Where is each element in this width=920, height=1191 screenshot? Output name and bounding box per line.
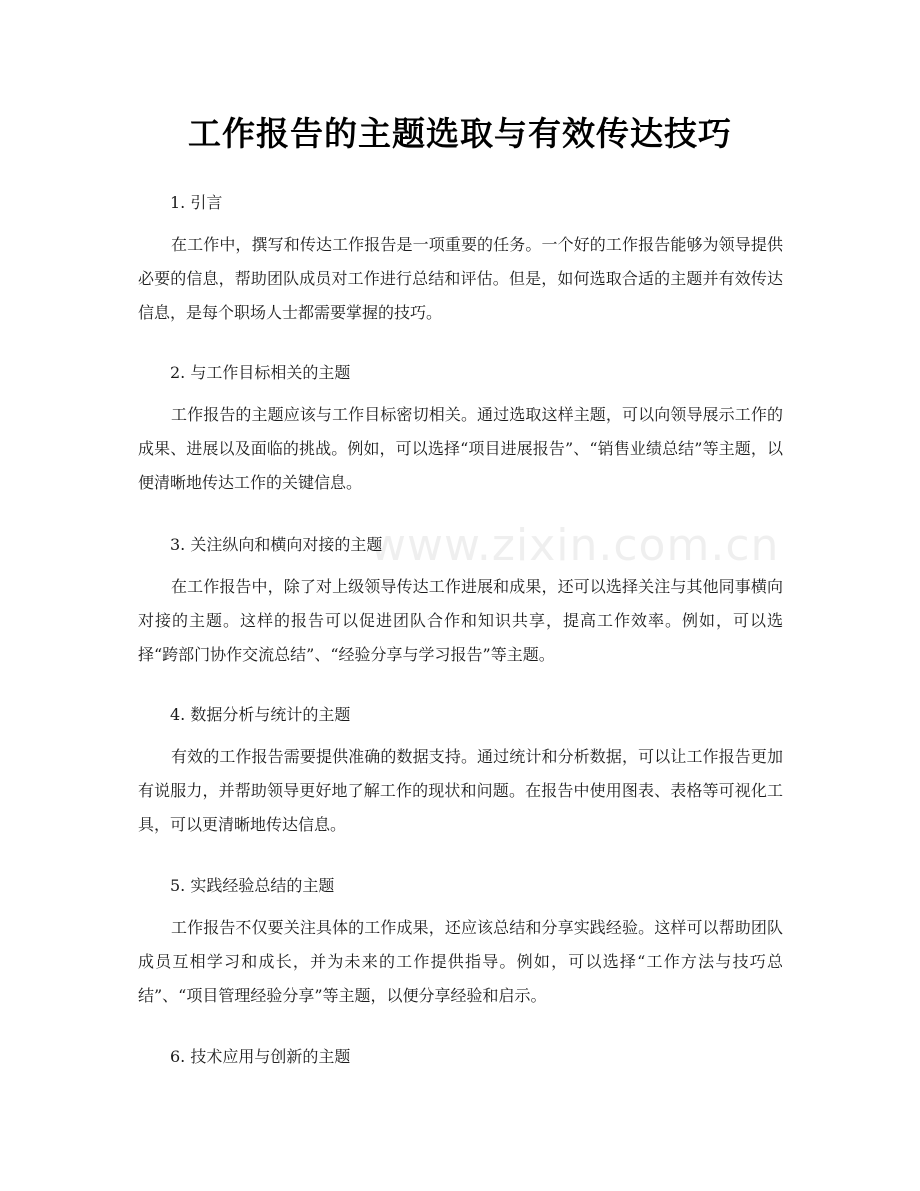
section-body-5: 工作报告不仅要关注具体的工作成果，还应该总结和分享实践经验。这样可以帮助团队成员互相学习和成长，并为未来的工作提供指导。例如，可以选择“工作方法与技巧总结”、“项目管理经验分享”等主题，以便分享经验和启示。 [138, 918, 783, 1005]
section-heading-1: 1. 引言 [170, 193, 223, 212]
watermark: www.zixin.com.cn [370, 520, 780, 571]
section-body-2: 工作报告的主题应该与工作目标密切相关。通过选取这样主题，可以向领导展示工作的成果、进展以及面临的挑战。例如，可以选择“项目进展报告”、“销售业绩总结”等主题，以便清晰地传达工作的关键信息。 [138, 405, 783, 492]
section-body-1: 在工作中，撰写和传达工作报告是一项重要的任务。一个好的工作报告能够为领导提供必要的信息，帮助团队成员对工作进行总结和评估。但是，如何选取合适的主题并有效传达信息，是每个职场人士都需要掌握的技巧。 [138, 235, 783, 322]
page-title: 工作报告的主题选取与有效传达技巧 [188, 114, 732, 153]
section-body-4: 有效的工作报告需要提供准确的数据支持。通过统计和分析数据，可以让工作报告更加有说服力，并帮助领导更好地了解工作的现状和问题。在报告中使用图表、表格等可视化工具，可以更清晰地传达信息。 [138, 747, 783, 834]
section-heading-2: 2. 与工作目标相关的主题 [170, 363, 351, 382]
section-heading-5: 5. 实践经验总结的主题 [170, 876, 335, 895]
section-heading-3: 3. 关注纵向和横向对接的主题 [170, 535, 383, 554]
section-body-3: 在工作报告中，除了对上级领导传达工作进展和成果，还可以选择关注与其他同事横向对接的主题。这样的报告可以促进团队合作和知识共享，提高工作效率。例如，可以选择“跨部门协作交流总结”、“经验分享与学习报告”等主题。 [138, 577, 783, 664]
section-heading-6: 6. 技术应用与创新的主题 [170, 1047, 351, 1066]
section-heading-4: 4. 数据分析与统计的主题 [170, 705, 351, 724]
